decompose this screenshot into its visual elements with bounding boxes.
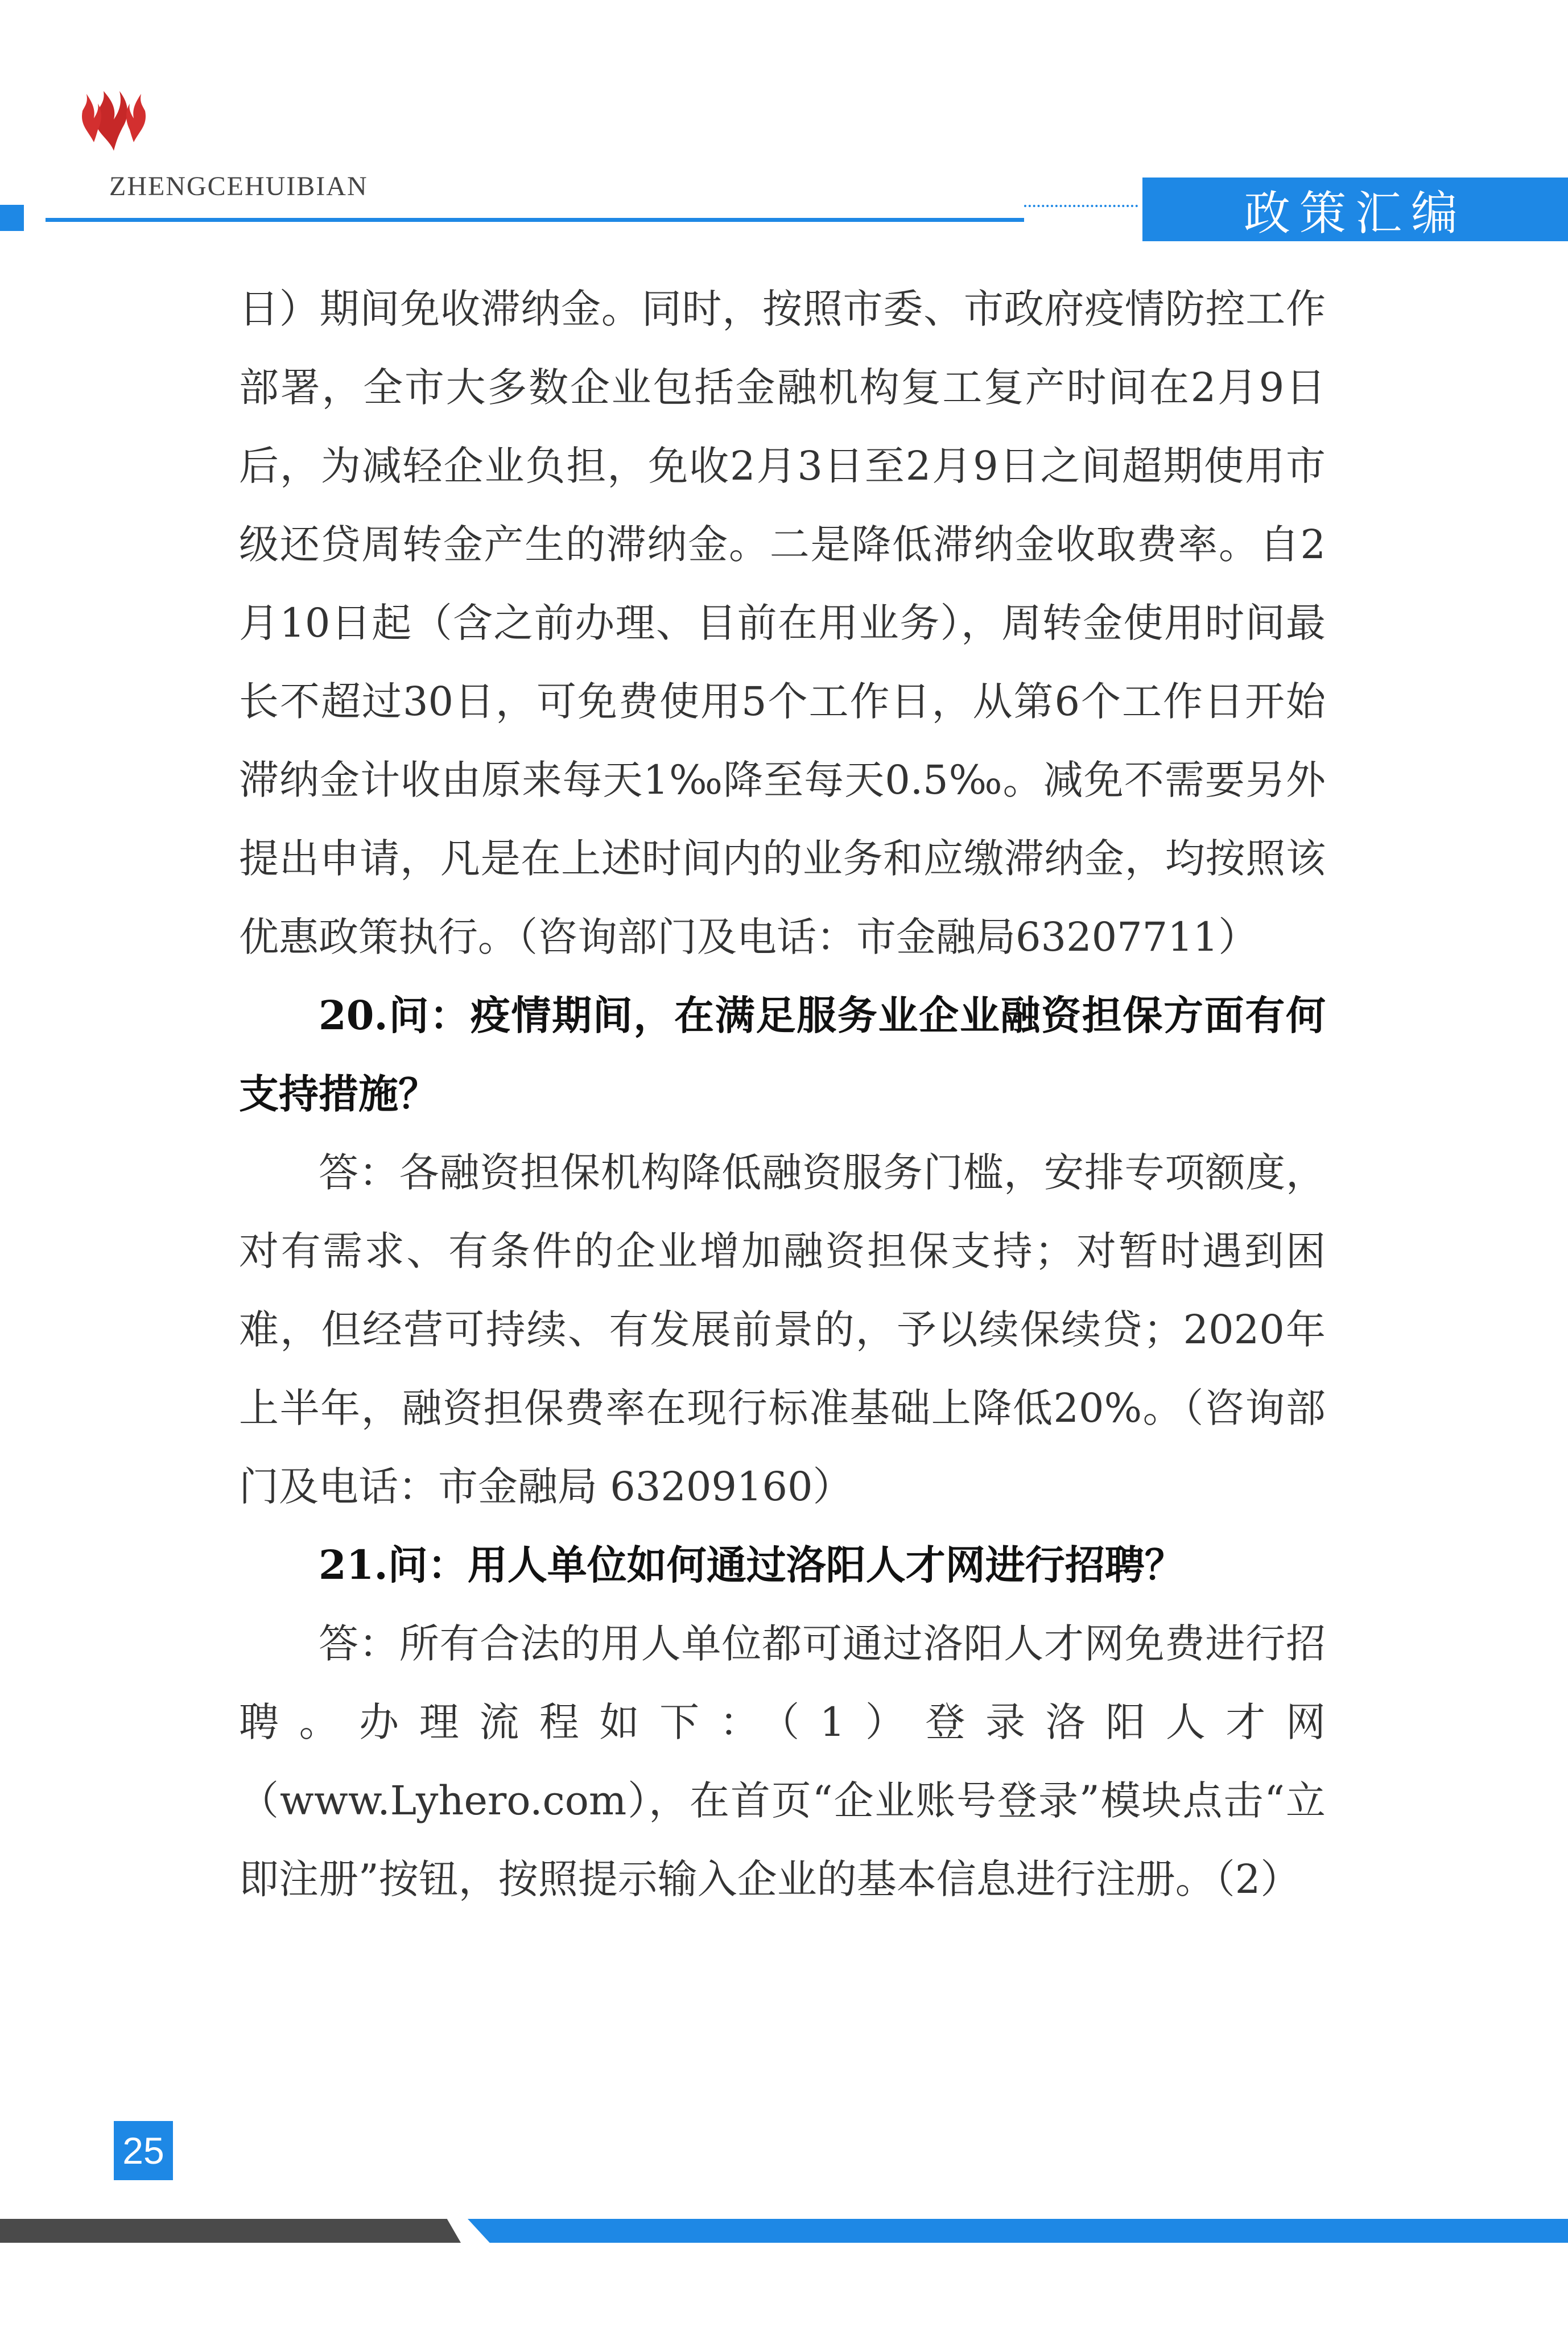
- footer-bar-gray: [0, 2219, 461, 2243]
- section-title-badge: 政策汇编: [1142, 178, 1568, 241]
- question-20: 20.问：疫情期间，在满足服务业企业融资担保方面有何支持措施？: [239, 992, 1326, 1117]
- page-body: [239, 270, 1326, 1918]
- header-corner-block: [0, 205, 24, 231]
- header-dotted-rule: [1024, 205, 1138, 207]
- page-number: 25: [114, 2121, 173, 2180]
- flame-logo-icon: [74, 74, 154, 154]
- question-21: 21.问：用人单位如何通过洛阳人才网进行招聘？: [319, 1541, 1185, 1588]
- brand-english-name: ZHENGCEHUIBIAN: [109, 171, 368, 201]
- answer-21: 答：所有合法的用人单位都可通过洛阳人才网免费进行招聘。办理流程如下：（1）登录洛阳人才网（www.Lyhero.com），在首页“企业账号登录”模块点击“立即注册”按钮，按照提示输入企业的基本信息进行注册。（2）: [239, 1620, 1326, 1903]
- answer-20: 答：各融资担保机构降低融资服务门槛，安排专项额度，对有需求、有条件的企业增加融资担保支持；对暂时遇到困难，但经营可持续、有发展前景的，予以续保续贷；2020年上半年，融资担保费率在现行标准基础上降低20%。（咨询部门及电话：市金融局 63209160）: [239, 1149, 1326, 1510]
- header-rule: [46, 218, 1024, 222]
- footer-bar-blue: [468, 2219, 1568, 2243]
- paragraph-continued: 日）期间免收滞纳金。同时，按照市委、市政府疫情防控工作部署，全市大多数企业包括金融机构复工复产时间在2月9日后，为减轻企业负担，免收2月3日至2月9日之间超期使用市级还贷周转金产生的滞纳金。二是降低滞纳金收取费率。自2月10日起（含之前办理、目前在用业务），周转金使用时间最长不超过30日，可免费使用5个工作日，从第6个工作日开始滞纳金计收由原来每天1‰降至每天0.5‰。减免不需要另外提出申请，凡是在上述时间内的业务和应缴滞纳金，均按照该优惠政策执行。（咨询部门及电话：市金融局63207711）: [239, 286, 1326, 960]
